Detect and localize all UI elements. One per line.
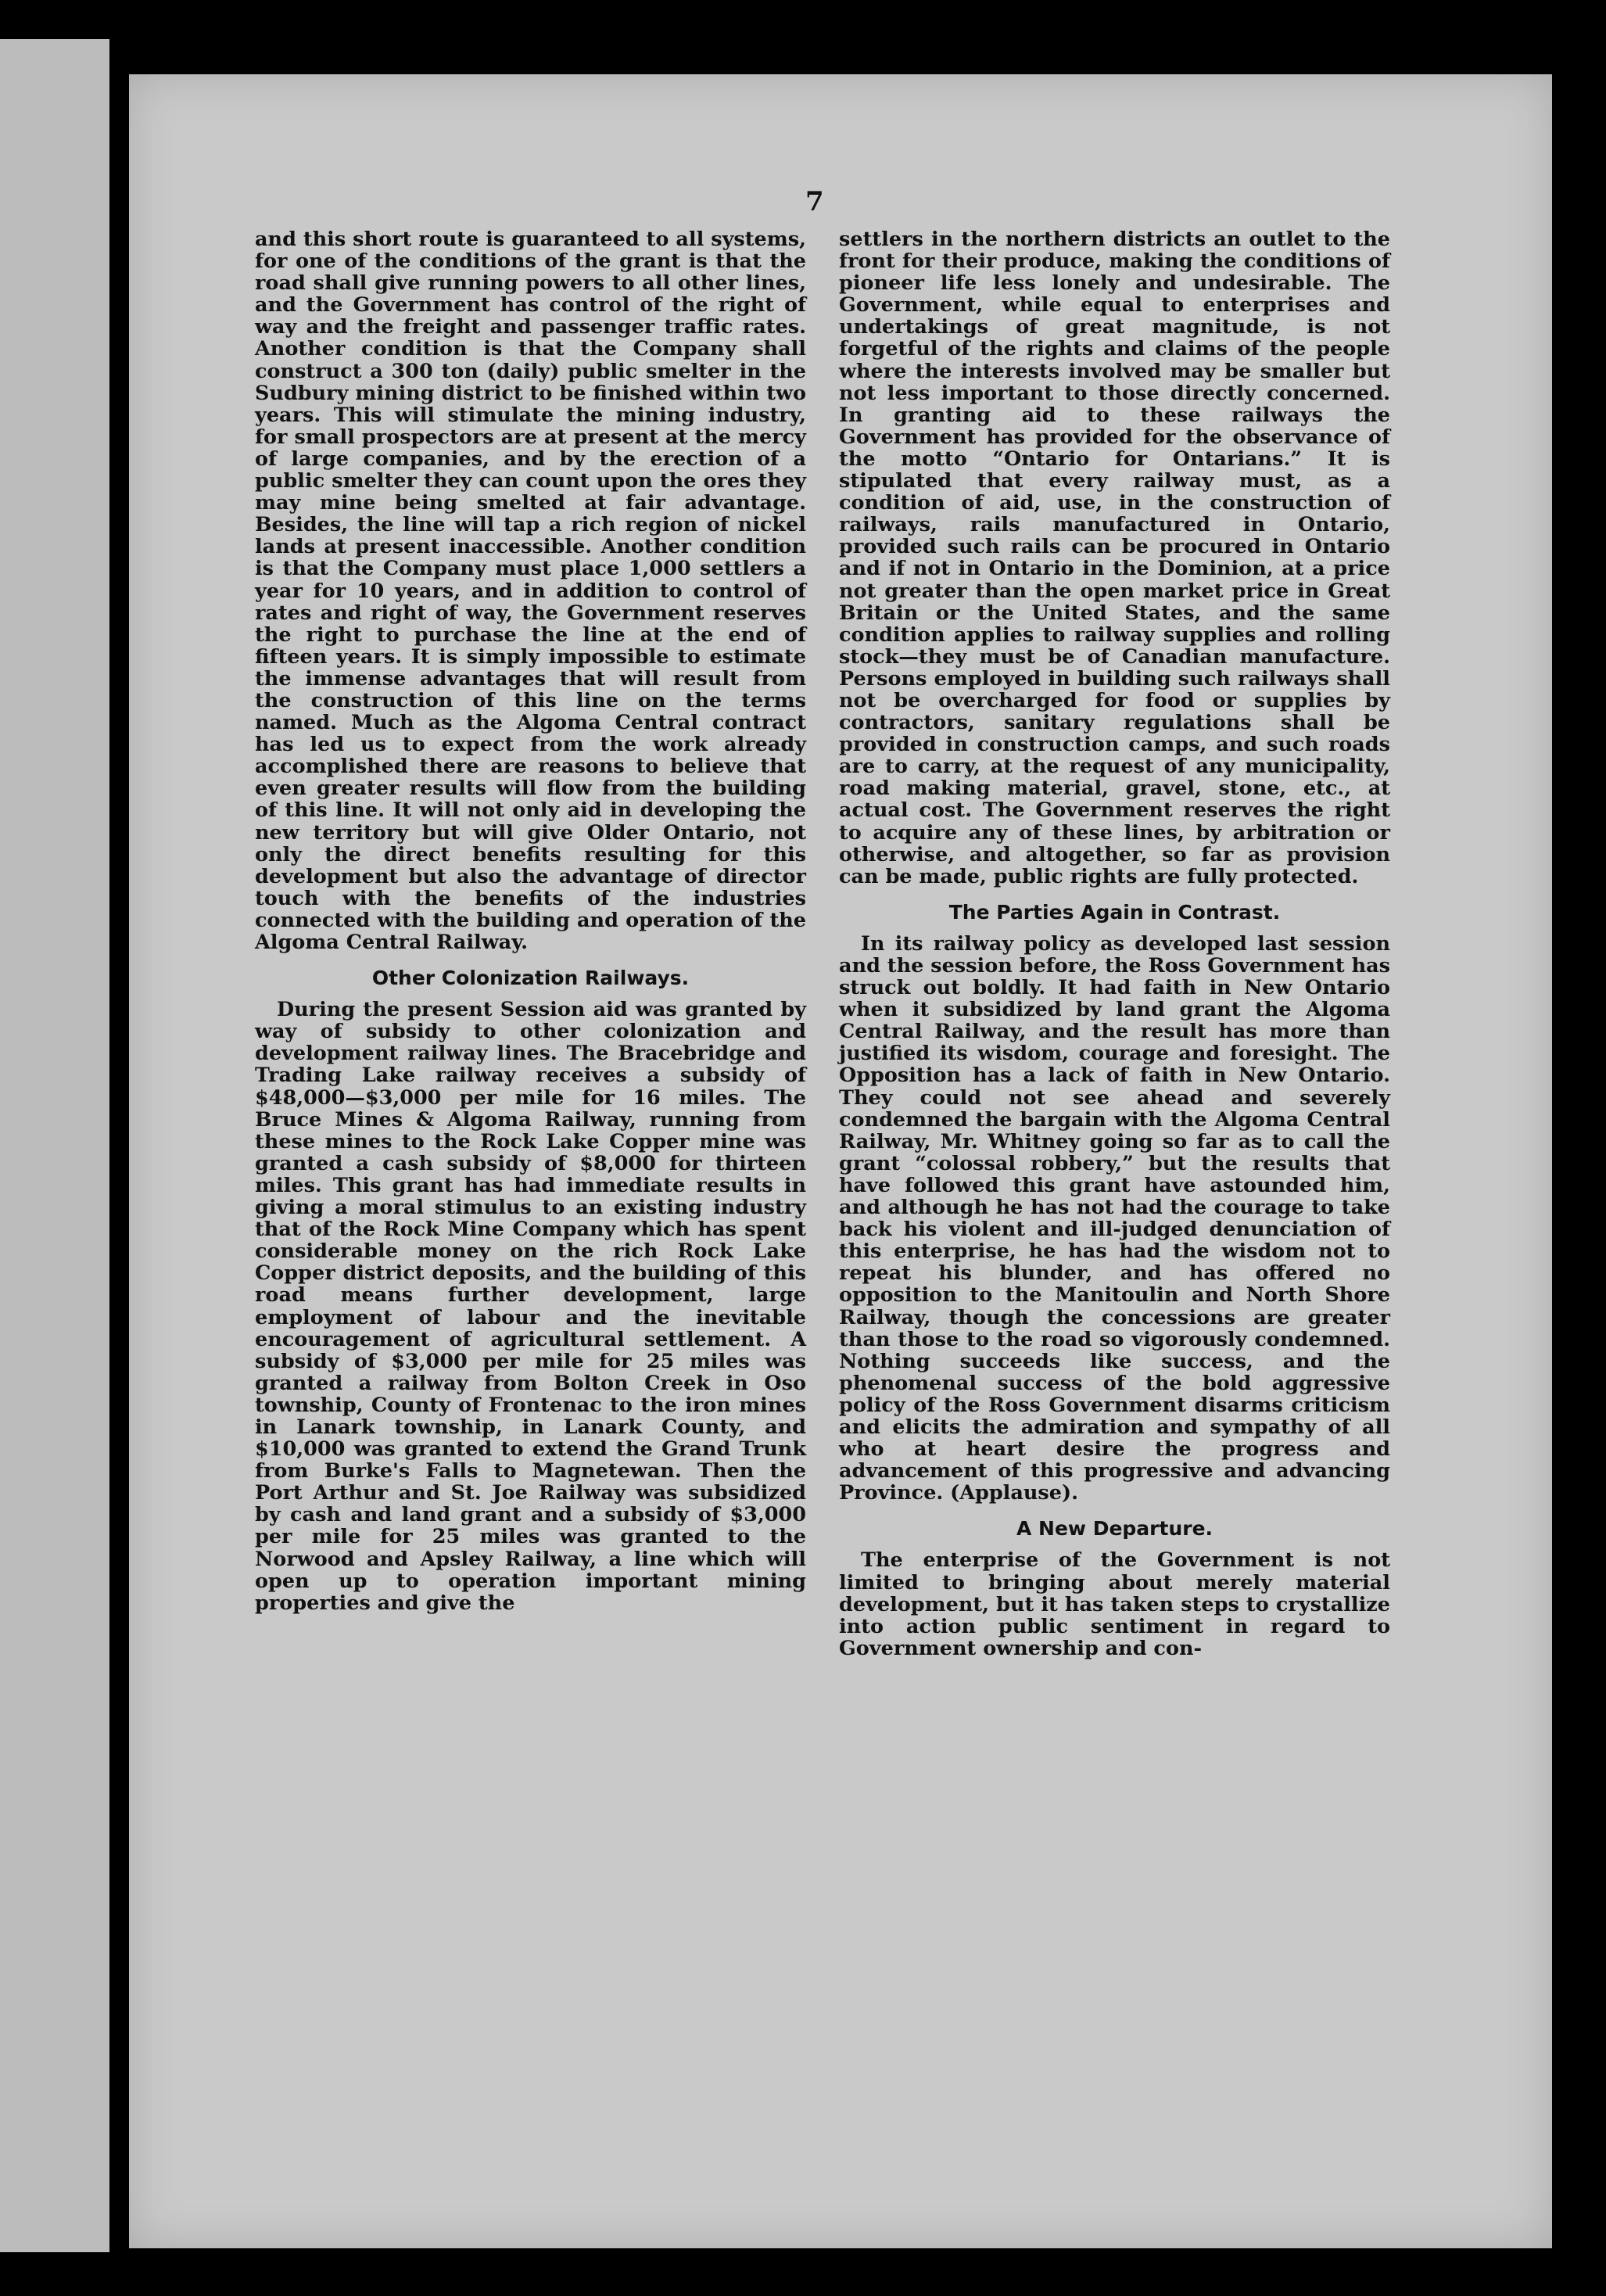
left-column (255, 228, 806, 1614)
right-paragraph-3: The enterprise of the Government is not limited to bringing about merely material development, but it has taken steps to crystallize into action public sentiment in regard to Government ownership and con- (839, 1548, 1390, 1660)
adjacent-page-edge (0, 39, 109, 2252)
heading-a-new-departure: A New Departure. (1016, 1517, 1213, 1541)
left-paragraph-1: and this short route is guaranteed to all systems, for one of the conditions of the grant is that the road shall give running powers to all other lines, and the Government has control of the right of way and the freight and passenger traffic rates. Another condition is that the Company shall construct a 300 ton (daily) public smelter in the Sudbury mining district to be finished within two years. This will stimulate the mining industry, for small prospectors are at present at the mercy of large companies, and by the erection of a public smelter they can count upon the ores they may mine being smelted at fair advantage. Besides, the line will tap a rich region of nickel lands at present inaccessible. Another condition is that the Company must place 1,000 settlers a year for 10 years, and in addition to control of rates and right of way, the Government reserves the right to purchase the line at the end of fifteen years. It is simply impossible to estimate the immense advantages that will result from the construction of this line on the terms named. Much as the Algoma Central contract has led us to expect from the work already accomplished there are reasons to believe that even greater results will flow from the building of this line. It will not only aid in developing the new territory but will give Older Ontario, not only the direct benefits resulting for this development but also the advantage of director touch with the benefits of the industries connected with the building and operation of the Algoma Central Railway. (255, 228, 806, 954)
right-paragraph-1: settlers in the northern districts an outlet to the front for their produce, making the conditions of pioneer life less lonely and undesirable. The Government, while equal to enterprises and undertakings of great magnitude, is not forgetful of the rights and claims of the people where the interests involved may be smaller but not less important to those directly concerned. In granting aid to these railways the Government has provided for the observance of the motto “Ontario for Ontarians.” It is stipulated that every railway must, as a condition of aid, use, in the construction of railways, rails manufactured in Ontario, provided such rails can be procured in Ontario and if not in Ontario in the Dominion, at a price not greater than the open market price in Great Britain or the United States, and the same condition applies to railway supplies and rolling stock—they must be of Canadian manufacture. Persons employed in building such railways shall not be overcharged for food or supplies by contractors, sanitary regulations shall be provided in construction camps, and such roads are to carry, at the request of any municipality, road making material, gravel, stone, etc., at actual cost. The Government reserves the right to acquire any of these lines, by arbitration or otherwise, and altogether, so far as provision can be made, public rights are fully protected. (839, 228, 1390, 888)
scan-bottom-border (0, 2253, 1606, 2296)
page-number: 7 (805, 186, 824, 217)
left-paragraph-2: During the present Session aid was granted by way of subsidy to other colonization and development railway lines. The Bracebridge and Trading Lake railway receives a subsidy of $48,000—$3,000 per mile for 16 miles. The Bruce Mines & Algoma Railway, running from these mines to the Rock Lake Copper mine was granted a cash subsidy of $8,000 for thirteen miles. This grant has had immediate results in giving a moral stimulus to an existing industry that of the Rock Mine Company which has spent considerable money on the rich Rock Lake Copper district deposits, and the building of this road means further development, large employment of labour and the inevitable encouragement of agricultural settlement. A subsidy of $3,000 per mile for 25 miles was granted a railway from Bolton Creek in Oso township, County of Frontenac to the iron mines in Lanark township, in Lanark County, and $10,000 was granted to extend the Grand Trunk from Burke's Falls to Magnetewan. Then the Port Arthur and St. Joe Railway was subsidized by cash and land grant and a subsidy of $3,000 per mile for 25 miles was granted to the Norwood and Apsley Railway, a line which will open up to operation important mining properties and give the (255, 998, 806, 1615)
right-paragraph-2: In its railway policy as developed last session and the session before, the Ross Government has struck out boldly. It had faith in New Ontario when it subsidized by land grant the Algoma Central Railway, and the result has more than justified its wisdom, courage and foresight. The Opposition has a lack of faith in New Ontario. They could not see ahead and severely condemned the bargain with the Algoma Central Railway, Mr. Whitney going so far as to call the grant “colossal robbery,” but the results that have followed this grant have astounded him, and although he has not had the courage to take back his violent and ill-judged denunciation of this enterprise, he has had the wisdom not to repeat his blunder, and has offered no opposition to the Manitoulin and North Shore Railway, though the concessions are greater than those to the road so vigorously condemned. Nothing succeeds like success, and the phenomenal success of the bold aggressive policy of the Ross Government disarms criticism and elicits the admiration and sympathy of all who at heart desire the progress and advancement of this progressive and advancing Province. (Applause). (839, 931, 1390, 1505)
right-column (839, 228, 1390, 1659)
heading-other-colonization-railways: Other Colonization Railways. (371, 967, 690, 990)
heading-parties-again-in-contrast: The Parties Again in Contrast. (948, 900, 1281, 924)
